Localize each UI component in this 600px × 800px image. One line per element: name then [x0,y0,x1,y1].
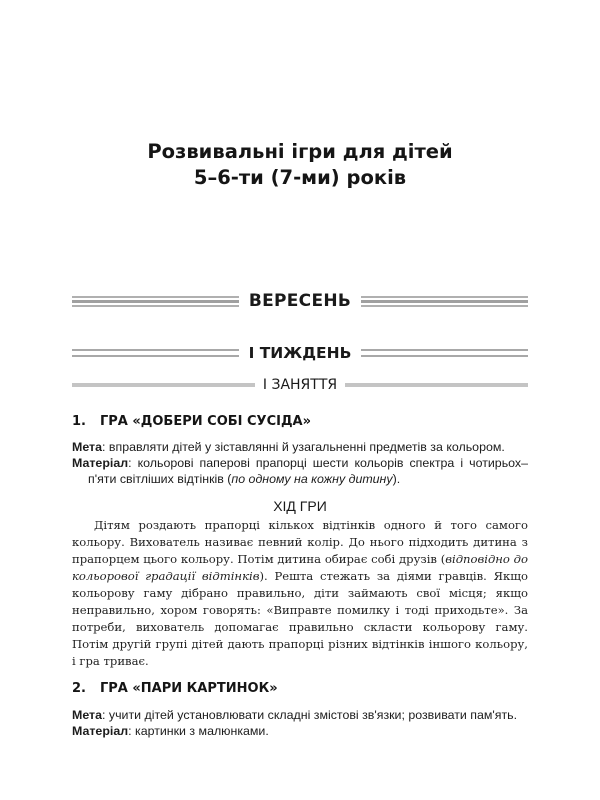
goal-label: Мета [72,440,103,454]
course-italic: відповідно до кольорової градації відтінків [72,552,528,583]
course-text-1: Дітям роздають прапорці кількох відтінків одного й того самого кольору. Вихователь називає певний колір. До нього підходить дитина з прапорцем цього кольору. Потім дитина обирає собі друзів ( [72,518,528,566]
course-title: ХІД ГРИ [273,498,327,514]
goal-label: Мета [72,708,103,722]
decorative-rule-right [361,349,528,357]
game-number: 2. [72,681,86,696]
game-1-meta [72,439,528,487]
page-title [0,139,600,191]
course-text-2: ). Решта стежать за діями гравців. Якщо кольорову гаму дібрано правильно, діти займають свої місця; якщо неправильно, хором говорять: «Виправте помилку і тоді приходьте». За потреби, вихователь допомагає правильно скласти кольорову гаму. Потім другій групі дітей дають прапорці різних відтінків іншого кольору, і гра триває. [72,569,528,668]
goal-text: : вправляти дітей у зіставлянні й узагальненні предметів за кольором. [102,440,505,454]
decorative-rule-left [72,349,239,357]
title-line-1: Розвивальні ігри для дітей [147,140,453,163]
month-label: ВЕРЕСЕНЬ [248,291,352,311]
decorative-rule-right [361,296,528,307]
goal-paragraph [72,707,528,723]
game-1-heading [72,414,528,429]
game-2-heading [72,681,528,696]
game-2-meta [72,707,528,739]
material-text: : картинки з малюнками. [128,724,269,738]
decorative-rule-right [345,383,528,387]
month-heading [72,287,528,315]
game-number: 1. [72,414,86,429]
material-paragraph [72,455,528,487]
goal-paragraph [72,439,528,455]
title-line-2: 5–6-ти (7-ми) років [193,166,407,189]
decorative-rule-left [72,296,239,307]
goal-text: : учити дітей установлювати складні змістові зв'язки; розвивати пам'ять. [102,708,518,722]
week-label: І ТИЖДЕНЬ [248,344,352,362]
lesson-label: І ЗАНЯТТЯ [262,377,338,393]
material-label: Матеріал [72,456,129,470]
game-title: ГРА «ДОБЕРИ СОБІ СУСІДА» [100,414,311,429]
game-title: ГРА «ПАРИ КАРТИНОК» [100,681,278,696]
material-label: Матеріал [72,724,129,738]
material-paragraph [72,723,528,739]
week-heading [72,341,528,365]
course-description [72,517,528,670]
material-text: : кольорові паперові прапорці шести кольорів спектра і чотирьох–п'яти світліших відтінків ( [88,456,528,486]
decorative-rule-left [72,383,255,387]
material-end: ). [392,472,401,486]
lesson-heading [72,374,528,396]
material-italic: по одному на кожну дитину [231,472,393,486]
